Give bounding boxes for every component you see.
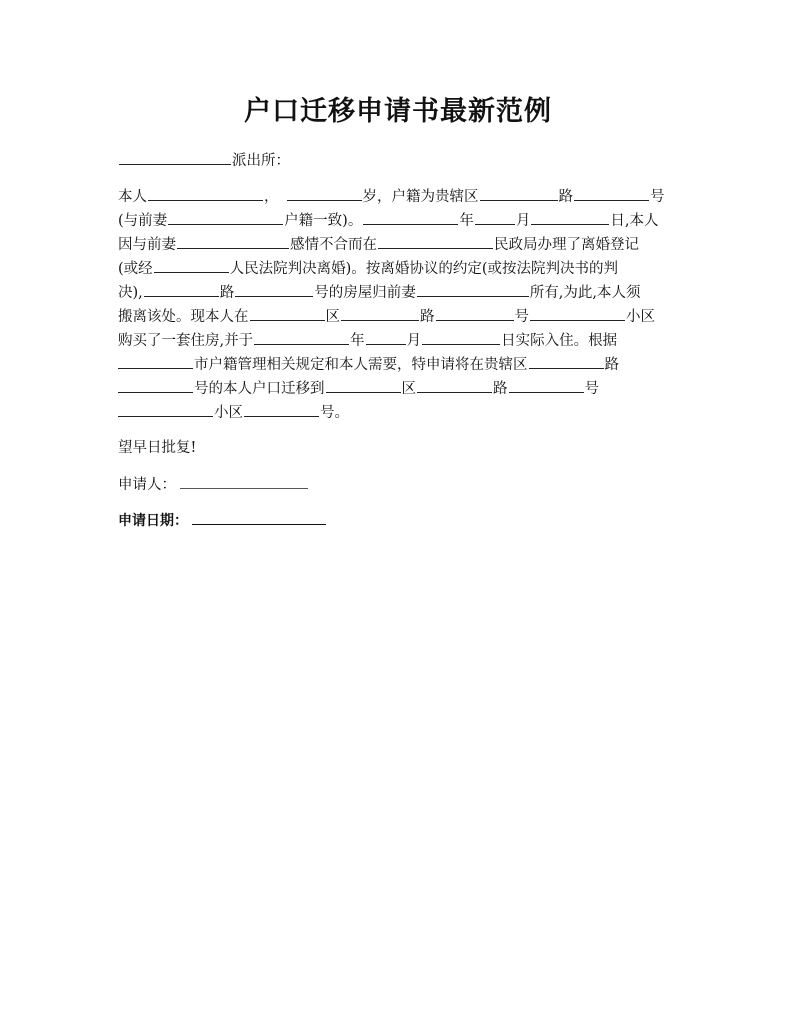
body-line-2 <box>118 210 658 231</box>
text: 小区 <box>214 405 243 421</box>
community-blank <box>118 402 213 417</box>
applicant-label: 申请人： <box>118 477 176 493</box>
age-blank <box>287 186 362 201</box>
text: 日,本人 <box>610 213 659 229</box>
text: 年 <box>459 213 474 229</box>
year-blank <box>363 210 458 225</box>
text: 月 <box>515 213 531 229</box>
text: 搬离该处。现本人在 <box>118 309 249 325</box>
police-station-blank <box>119 150 231 165</box>
body-line-8 <box>118 354 619 375</box>
road-blank <box>529 354 604 369</box>
text: 年 <box>350 333 365 349</box>
text: 人民法院判决离婚)。按离婚协议的约定(或按法院判决书的判 <box>229 261 618 277</box>
text: (或经 <box>118 261 153 277</box>
text: 市户籍管理相关规定和本人需要，特申请将在贵辖区 <box>194 357 528 373</box>
name-blank <box>148 186 263 201</box>
number-blank <box>244 402 319 417</box>
civil-affairs-blank <box>378 234 493 249</box>
body-line-5 <box>118 282 641 303</box>
date-label: 申请日期： <box>118 513 188 529</box>
ex-wife-name-blank <box>177 234 289 249</box>
text: (与前妻 <box>118 213 168 229</box>
text: 路 <box>420 309 435 325</box>
salutation-text: 派出所： <box>232 153 290 169</box>
text: 路 <box>219 285 235 301</box>
body-line-4 <box>118 258 618 279</box>
body-line-7 <box>118 330 617 351</box>
month-blank <box>475 210 515 225</box>
district-blank <box>250 306 325 321</box>
text: 决), <box>118 285 143 301</box>
text: 号 <box>584 381 599 397</box>
text: 户籍一致)。 <box>284 213 363 229</box>
date-line <box>118 510 326 531</box>
text: 因与前妻 <box>118 237 176 253</box>
text: 小区 <box>626 309 655 325</box>
number-blank <box>574 186 649 201</box>
body-line-1 <box>118 186 665 207</box>
text: 月 <box>406 333 422 349</box>
text: 区 <box>325 309 340 325</box>
closing-line: 望早日批复! <box>118 440 197 456</box>
text: 号的本人户口迁移到 <box>194 381 325 397</box>
district-blank <box>326 378 401 393</box>
road-blank <box>480 186 558 201</box>
text: 号 <box>514 309 529 325</box>
text: 路 <box>493 381 508 397</box>
text: 路 <box>558 189 573 205</box>
number-blank <box>436 306 514 321</box>
application-date-blank <box>192 510 326 525</box>
number-blank <box>509 378 584 393</box>
body-line-6 <box>118 306 655 327</box>
day-blank <box>422 330 500 345</box>
body-line-3 <box>118 234 639 255</box>
ex-wife-blank <box>168 210 283 225</box>
text: 购买了一套住房,并于 <box>118 333 254 349</box>
text: 号。 <box>320 405 349 421</box>
day-blank <box>531 210 609 225</box>
text: 民政局办理了离婚登记 <box>494 237 639 253</box>
road-blank <box>341 306 419 321</box>
year-blank <box>254 330 349 345</box>
number-blank <box>118 378 193 393</box>
text: 所有,为此,本人须 <box>529 285 641 301</box>
text: 本人 <box>118 189 147 205</box>
text: 区 <box>401 381 416 397</box>
applicant-signature-blank <box>180 474 308 489</box>
community-blank <box>530 306 625 321</box>
text: ， <box>264 189 279 205</box>
court-blank <box>154 258 229 273</box>
text: 日实际入住。根据 <box>501 333 618 349</box>
document-title: 户口迁移申请书最新范例 <box>244 96 552 127</box>
salutation-line <box>118 150 290 171</box>
body-line-9 <box>118 378 599 399</box>
text: 号 <box>650 189 665 205</box>
applicant-line <box>118 474 308 495</box>
road-blank <box>417 378 492 393</box>
city-blank <box>118 354 193 369</box>
text: 号的房屋归前妻 <box>314 285 416 301</box>
ex-wife-blank <box>417 282 529 297</box>
text: 岁，户籍为贵辖区 <box>362 189 479 205</box>
road-blank <box>144 282 219 297</box>
text: 路 <box>604 357 619 373</box>
month-blank <box>366 330 406 345</box>
number-blank <box>235 282 313 297</box>
body-line-10 <box>118 402 349 423</box>
text: 感情不合而在 <box>290 237 377 253</box>
